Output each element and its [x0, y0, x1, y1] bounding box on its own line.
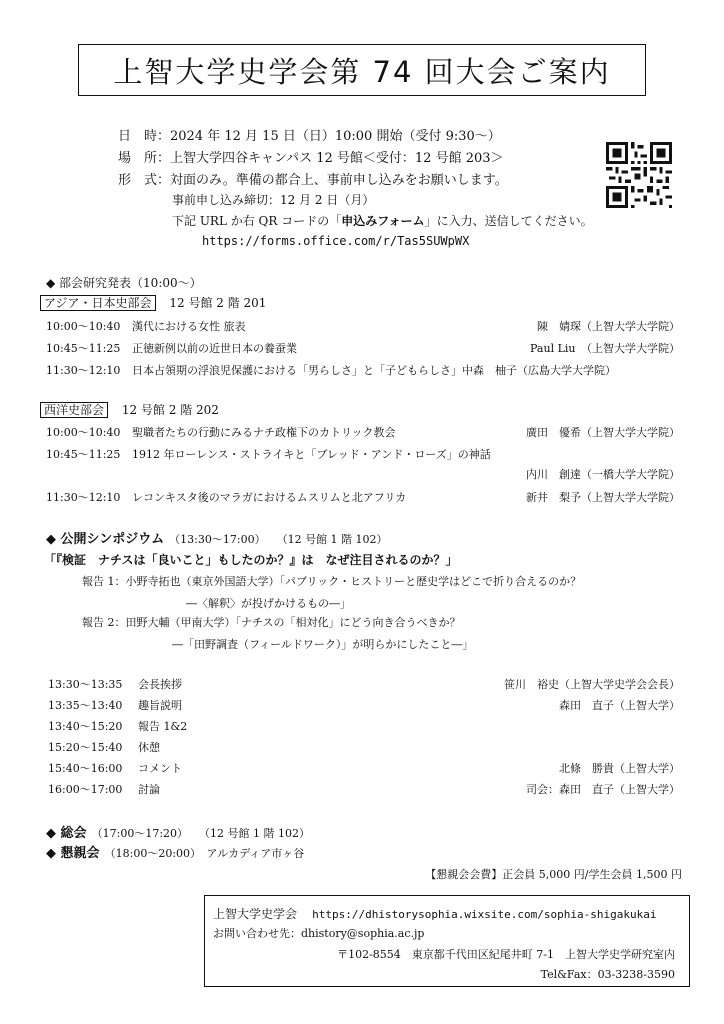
schedule-item: 休憩: [138, 741, 160, 754]
place-value: 上智大学四谷キャンパス 12 号館＜受付：12 号館 203＞: [170, 151, 504, 166]
report-1: 報告 1：小野寺拓也（東京外国語大学）「パブリック・ヒストリーと歴史学はどこで折り合えるのか？: [82, 575, 582, 588]
asia-row-title: 正徳新例以前の近世日本の養蚕業: [132, 342, 297, 355]
form-note: [172, 212, 593, 229]
symposium-heading-line: [46, 528, 388, 547]
western-room: 12 号館 2 階 202: [121, 403, 219, 417]
form-note-post: 」に入力、送信してください。: [424, 214, 593, 228]
schedule-time: 16:00〜17:00: [48, 783, 123, 796]
format-line: [118, 169, 508, 188]
deadline: 事前申し込み締切：12 月 2 日（月）: [172, 193, 375, 207]
schedule-item: 討論: [138, 783, 160, 796]
qr-code-icon[interactable]: [604, 142, 674, 208]
general-meeting-heading: ◆ 総会: [46, 826, 87, 841]
form-note-pre: 下記 URL か右 QR コードの「: [172, 214, 342, 228]
schedule-item: 報告 1&2: [138, 720, 188, 733]
page-title: 上智大学史学会第 74 回大会ご案内: [78, 44, 646, 96]
contact-box: [204, 895, 690, 987]
place-label: 場 所：: [118, 151, 171, 166]
asia-row-time: 10:00〜10:40: [46, 320, 121, 333]
symposium-heading: ◆ 公開シンポジウム: [46, 532, 165, 547]
general-meeting-detail: （17:00〜17:20） （12 号館 1 階 102）: [91, 827, 311, 840]
form-note-link[interactable]: 申込みフォーム: [341, 214, 425, 228]
western-row-time: 10:00〜10:40: [46, 426, 121, 439]
footer-url[interactable]: https://dhistorysophia.wixsite.com/sophia-shigakukai: [312, 908, 657, 921]
western-row-speaker: 廣田 優希（上智大学大学院）: [526, 426, 680, 439]
asia-row-title: 日本占領期の浮浪児保護における「男らしさ」と「子どもらしさ」中森 柚子（広島大学大学院）: [132, 364, 616, 377]
symposium-heading-time: （13:30〜17:00） （12 号館 1 階 102）: [169, 533, 388, 546]
schedule-item: コメント: [138, 762, 182, 775]
footer-org: 上智大学史学会: [213, 907, 298, 921]
western-row-title: 聖職者たちの行動にみるナチ政権下のカトリック教会: [132, 426, 396, 439]
western-row-title: 1912 年ローレンス・ストライキと「ブレッド・アンド・ローズ」の神話: [132, 448, 491, 461]
party-heading: ◆ 懇親会: [46, 846, 100, 861]
western-tag: 西洋史部会: [40, 402, 108, 418]
date-line: [118, 125, 501, 144]
footer-contact: お問い合わせ先：dhistory@sophia.ac.jp: [213, 927, 425, 940]
schedule-person: 司会：森田 直子（上智大学）: [526, 783, 680, 796]
asia-row-time: 10:45〜11:25: [46, 342, 121, 355]
section-research-heading: ◆ 部会研究発表（10:00〜）: [46, 276, 202, 290]
footer-org-line: [213, 903, 656, 922]
date-value: 2024 年 12 月 15 日（日）10:00 開始（受付 9:30〜）: [170, 129, 501, 144]
western-row-title: レコンキスタ後のマラガにおけるムスリムと北アフリカ: [132, 491, 407, 504]
western-tag-line: [40, 401, 219, 418]
format-label: 形 式：: [118, 173, 171, 188]
form-url[interactable]: https://forms.office.com/r/Tas5SUWpWX: [202, 234, 470, 248]
asia-row-speaker: 陳 婧琛（上智大学大学院）: [537, 320, 680, 333]
asia-tag: アジア・日本史部会: [40, 295, 156, 311]
asia-row-speaker: Paul Liu （上智大学大学院）: [530, 342, 680, 355]
place-line: [118, 147, 504, 166]
report-2-sub: ―「田野調査（フィールドワーク）」が明らかにしたこと―」: [172, 638, 474, 651]
party-detail: （18:00〜20:00） アルカディア市ヶ谷: [104, 847, 305, 860]
schedule-item: 趣旨説明: [138, 699, 182, 712]
western-row-time: 11:30〜12:10: [46, 491, 121, 504]
western-row-time: 10:45〜11:25: [46, 448, 121, 461]
symposium-theme: 「『検証 ナチスは「良いこと」もしたのか？』は なぜ注目されるのか？」: [44, 553, 458, 567]
party-fee: 【懇親会会費】正会員 5,000 円/学生会員 1,500 円: [425, 868, 682, 881]
report-2: 報告 2：田野大輔（甲南大学）「ナチスの「相対化」にどう向き合うべきか？: [82, 616, 461, 629]
schedule-time: 13:40〜15:20: [48, 720, 123, 733]
report-1-sub: ―〈解釈〉が投げかけるもの―」: [186, 597, 351, 610]
party-line: [46, 842, 304, 861]
asia-tag-line: [40, 294, 266, 311]
western-row-speaker: 新井 梨予（上智大学大学院）: [526, 491, 680, 504]
schedule-time: 15:20〜15:40: [48, 741, 123, 754]
asia-room: 12 号館 2 階 201: [169, 296, 267, 310]
asia-row-title: 漢代における女性 旅表: [132, 320, 246, 333]
schedule-time: 15:40〜16:00: [48, 762, 123, 775]
schedule-time: 13:35〜13:40: [48, 699, 123, 712]
format-value: 対面のみ。準備の都合上、事前申し込みをお願いします。: [170, 173, 508, 188]
schedule-time: 13:30〜13:35: [48, 678, 123, 691]
footer-tel: Tel&Fax：03-3238-3590: [540, 968, 675, 981]
schedule-person: 北條 勝貴（上智大学）: [559, 762, 680, 775]
date-label: 日 時：: [118, 129, 171, 144]
schedule-person: 笹川 裕史（上智大学史学会会長）: [504, 678, 680, 691]
footer-address: 〒102-8554 東京都千代田区紀尾井町 7-1 上智大学史学研究室内: [337, 948, 675, 961]
schedule-item: 会長挨拶: [138, 678, 182, 691]
asia-row-time: 11:30〜12:10: [46, 364, 121, 377]
western-row-speaker: 内川 創達（一橋大学大学院）: [526, 468, 680, 481]
general-meeting-line: [46, 822, 310, 841]
schedule-person: 森田 直子（上智大学）: [559, 699, 680, 712]
